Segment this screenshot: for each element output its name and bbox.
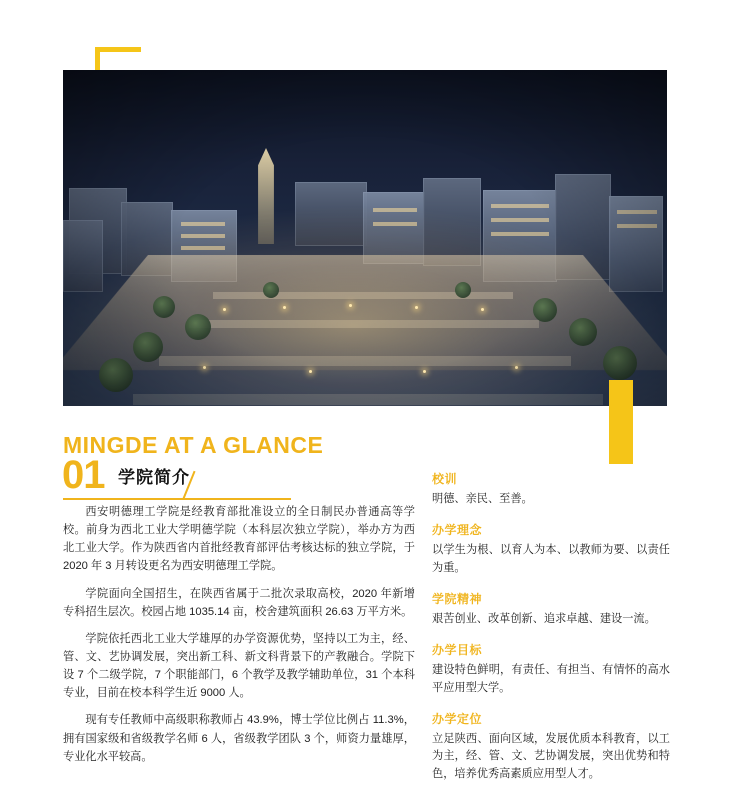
block-text: 艰苦创业、改革创新、追求卓越、建设一流。 (432, 612, 656, 625)
philosophy-block-motto (432, 470, 670, 509)
intro-paragraph: 学院依托西北工业大学雄厚的办学资源优势，坚持以工为主，经、管、文、艺协调发展，突出新工科、新文科背景下的产教融合。学院下设 7 个二级学院，7 个职能部门，6 个教学及教学辅助单位，31 个本科专业，目前在校本科学生近 9000 人。 (63, 632, 415, 700)
page-title-chinese: 学院简介 (118, 468, 190, 487)
accent-bar-decoration (609, 380, 633, 464)
bracket-horizontal-bar (95, 47, 141, 52)
block-text: 明德、亲民、至善。 (432, 493, 533, 505)
philosophy-column (432, 470, 670, 796)
block-title: 校训 (432, 472, 458, 486)
intro-paragraph: 西安明德理工学院是经教育部批准设立的全日制民办普通高等学校。前身为西北工业大学明德学院（本科层次独立学院），举办方为西北工业大学。作为陕西省内首批经教育部评估考核达标的独立学院，于 2020 年 3 月转设更名为西安明德理工学院。 (63, 506, 415, 573)
philosophy-block-spirit (432, 590, 670, 629)
philosophy-block-positioning (432, 710, 670, 785)
section-number: 01 (62, 453, 105, 497)
page-title-english: MINGDE AT A GLANCE (63, 432, 324, 458)
philosophy-block-concept (432, 521, 670, 578)
title-underline-rule (63, 498, 291, 500)
intro-text-column (63, 503, 415, 775)
block-text: 以学生为根、以育人为本、以教师为要、以责任为重。 (432, 543, 670, 574)
intro-paragraph: 学院面向全国招生，在陕西省属于二批次录取高校，2020 年新增专科招生层次。校园占地 1035.14 亩，校舍建筑面积 26.63 万平方米。 (63, 587, 415, 618)
block-title: 办学理念 (432, 522, 483, 537)
intro-paragraph: 现有专任教师中高级职称教师占 43.9%，博士学位比例占 11.3%，拥有国家级和省级教学名师 6 人，省级教学团队 3 个，师资力量雄厚，专业化水平较高。 (63, 714, 415, 763)
block-text: 立足陕西、面向区域，发展优质本科教育，以工为主，经、管、文、艺协调发展，突出优势和特色，培养优秀高素质应用型人才。 (432, 732, 670, 781)
photo-vignette (63, 70, 667, 406)
block-title: 办学目标 (432, 642, 483, 657)
block-text: 建设特色鲜明，有责任、有担当、有情怀的高水平应用型大学。 (432, 663, 670, 694)
campus-aerial-photo (63, 70, 667, 406)
philosophy-block-goal (432, 641, 670, 698)
block-title: 办学定位 (432, 711, 483, 726)
block-title: 学院精神 (432, 591, 483, 606)
